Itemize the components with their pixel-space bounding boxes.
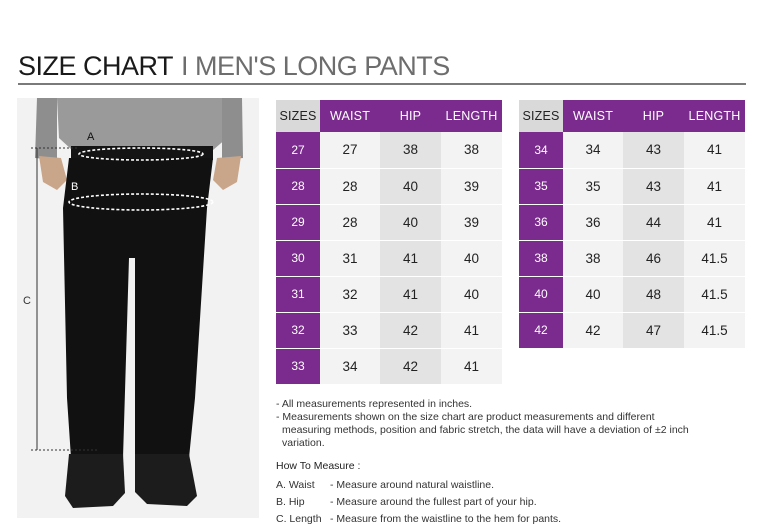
waist-cell: 40 bbox=[563, 276, 623, 312]
header-hip: HIP bbox=[623, 100, 684, 132]
length-cell: 41 bbox=[441, 312, 502, 348]
waist-cell: 31 bbox=[320, 240, 380, 276]
length-cell: 41.5 bbox=[684, 276, 745, 312]
size-cell: 34 bbox=[519, 132, 563, 168]
table-row bbox=[519, 276, 745, 312]
table-header-row bbox=[276, 100, 502, 132]
list-item bbox=[276, 511, 561, 524]
label-b: B bbox=[71, 181, 79, 193]
length-cell: 40 bbox=[441, 276, 502, 312]
size-cell: 32 bbox=[276, 312, 320, 348]
size-cell: 36 bbox=[519, 204, 563, 240]
header-length: LENGTH bbox=[441, 100, 502, 132]
list-item bbox=[276, 477, 561, 494]
size-cell: 31 bbox=[276, 276, 320, 312]
hip-cell: 44 bbox=[623, 204, 684, 240]
size-cell: 38 bbox=[519, 240, 563, 276]
howto-text: - Measure around natural waistline. bbox=[330, 479, 495, 491]
hip-cell: 43 bbox=[623, 132, 684, 168]
waist-cell: 42 bbox=[563, 312, 623, 348]
pants-drawing bbox=[17, 98, 259, 518]
label-c: C bbox=[23, 295, 31, 307]
howto-text: - Measure from the waistline to the hem for pants. bbox=[330, 513, 562, 524]
waist-cell: 28 bbox=[320, 168, 380, 204]
size-table-left bbox=[276, 100, 502, 385]
table-row bbox=[276, 312, 502, 348]
hip-cell: 46 bbox=[623, 240, 684, 276]
table-row bbox=[276, 132, 502, 168]
waist-cell: 36 bbox=[563, 204, 623, 240]
table-row bbox=[519, 312, 745, 348]
waist-cell: 34 bbox=[563, 132, 623, 168]
header-waist: WAIST bbox=[563, 100, 623, 132]
note-deviation: - Measurements shown on the size chart are product measurements and different measuring methods, position and fabric stretch, the data will have a deviation of ±2 inch variation. bbox=[276, 411, 689, 449]
hip-cell: 38 bbox=[380, 132, 441, 168]
title-main: SIZE CHART bbox=[18, 51, 174, 81]
table-row bbox=[519, 240, 745, 276]
table-row bbox=[276, 204, 502, 240]
size-table-right bbox=[519, 100, 745, 349]
howto-key: B. Hip bbox=[276, 496, 305, 508]
hip-cell: 40 bbox=[380, 204, 441, 240]
waist-cell: 28 bbox=[320, 204, 380, 240]
length-cell: 39 bbox=[441, 204, 502, 240]
hip-cell: 42 bbox=[380, 348, 441, 384]
waist-cell: 38 bbox=[563, 240, 623, 276]
title-sub: I MEN'S LONG PANTS bbox=[181, 51, 450, 81]
how-to-measure-list bbox=[276, 477, 561, 524]
size-cell: 40 bbox=[519, 276, 563, 312]
length-cell: 39 bbox=[441, 168, 502, 204]
size-cell: 28 bbox=[276, 168, 320, 204]
length-cell: 41.5 bbox=[684, 240, 745, 276]
length-cell: 40 bbox=[441, 240, 502, 276]
table-row bbox=[276, 240, 502, 276]
hip-cell: 47 bbox=[623, 312, 684, 348]
header-waist: WAIST bbox=[320, 100, 380, 132]
table-row bbox=[276, 168, 502, 204]
size-cell: 30 bbox=[276, 240, 320, 276]
length-cell: 38 bbox=[441, 132, 502, 168]
measurement-notes bbox=[276, 398, 696, 450]
length-cell: 41 bbox=[684, 204, 745, 240]
table-row bbox=[519, 204, 745, 240]
size-cell: 27 bbox=[276, 132, 320, 168]
size-cell: 29 bbox=[276, 204, 320, 240]
header-sizes: SIZES bbox=[276, 100, 320, 132]
hip-cell: 48 bbox=[623, 276, 684, 312]
howto-text: - Measure around the fullest part of your hip. bbox=[330, 496, 537, 508]
table-row bbox=[519, 168, 745, 204]
table-header-row bbox=[519, 100, 745, 132]
length-cell: 41 bbox=[441, 348, 502, 384]
page-title bbox=[18, 50, 450, 82]
waist-cell: 27 bbox=[320, 132, 380, 168]
size-cell: 42 bbox=[519, 312, 563, 348]
header-sizes: SIZES bbox=[519, 100, 563, 132]
length-cell: 41 bbox=[684, 168, 745, 204]
hip-cell: 41 bbox=[380, 276, 441, 312]
how-to-measure-title: How To Measure : bbox=[276, 460, 361, 472]
waist-cell: 33 bbox=[320, 312, 380, 348]
hip-cell: 43 bbox=[623, 168, 684, 204]
pants-illustration bbox=[17, 98, 259, 518]
table-row bbox=[276, 348, 502, 384]
length-cell: 41 bbox=[684, 132, 745, 168]
hip-cell: 42 bbox=[380, 312, 441, 348]
length-cell: 41.5 bbox=[684, 312, 745, 348]
waist-cell: 34 bbox=[320, 348, 380, 384]
howto-key: A. Waist bbox=[276, 479, 315, 491]
table-row bbox=[519, 132, 745, 168]
table-row bbox=[276, 276, 502, 312]
waist-cell: 32 bbox=[320, 276, 380, 312]
header-length: LENGTH bbox=[684, 100, 745, 132]
size-cell: 33 bbox=[276, 348, 320, 384]
list-item bbox=[276, 494, 561, 511]
howto-key: C. Length bbox=[276, 513, 322, 524]
label-a: A bbox=[87, 131, 95, 143]
size-cell: 35 bbox=[519, 168, 563, 204]
note-units: - All measurements represented in inches. bbox=[276, 398, 473, 410]
hip-cell: 40 bbox=[380, 168, 441, 204]
title-divider bbox=[18, 83, 746, 85]
hip-cell: 41 bbox=[380, 240, 441, 276]
waist-cell: 35 bbox=[563, 168, 623, 204]
header-hip: HIP bbox=[380, 100, 441, 132]
